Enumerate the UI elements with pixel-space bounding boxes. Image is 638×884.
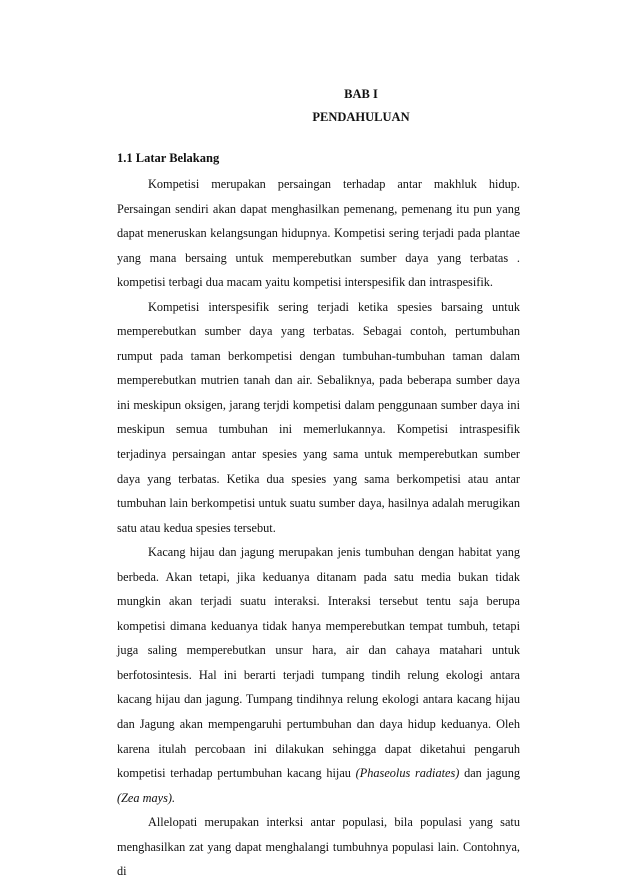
paragraph-text: Kacang hijau dan jagung merupakan jenis tumbuhan dengan habitat yang berbeda. Akan tetapi, jika keduanya ditanam pada satu media bukan tidak mungkin akan terjadi suatu interaksi. Interaksi tersebut tentu saja berupa kompetisi dimana keduanya tidak hanya memperebutkan tempat tumbuh, tetapi juga saling memperebutkan unsur hara, air dan cahaya matahari untuk berfotosintesis. Hal ini berarti terjadi tumpang tindih relung ekologi antara kacang hijau dan jagung. Tumpang tindihnya relung ekologi antara kacang hijau dan Jagung akan mempengaruhi pertumbuhan dan daya hidup keduanya. Oleh karena itulah percobaan ini dilakukan sehingga dapat diketahui pengaruh kompetisi terhadap pertumbuhan kacang hijau (117, 545, 520, 781)
paragraph-text: Kompetisi merupakan persaingan terhadap antar makhluk hidup. Persaingan sendiri akan dapat menghasilkan pemenang, pemenang itu pun yang dapat meneruskan kelangsungan hidupnya. Kompetisi sering terjadi pada plantae yang mana bersaing untuk memperebutkan sumber daya yang terbatas . kompetisi terbagi dua macam yaitu kompetisi interspesifik dan intraspesifik. (117, 177, 520, 290)
italic-scientific-name: (Phaseolus radiates) (355, 766, 460, 781)
chapter-number: BAB I (344, 87, 378, 101)
paragraph-text: Allelopati merupakan interksi antar populasi, bila populasi yang satu menghasilkan zat yang dapat menghalangi tumbuhnya populasi lain. Contohnya, di (117, 815, 520, 879)
body-paragraph (117, 295, 520, 540)
body-paragraph (117, 540, 520, 810)
body-paragraph (117, 172, 520, 295)
italic-scientific-name: (Zea mays). (117, 790, 176, 805)
chapter-title: PENDAHULUAN (312, 110, 410, 124)
body-paragraph (117, 810, 520, 884)
body-text (117, 172, 520, 884)
section-heading: 1.1 Latar Belakang (117, 151, 220, 165)
paragraph-text: dan jagung (459, 766, 520, 781)
paragraph-text: Kompetisi interspesifik sering terjadi ketika spesies barsaing untuk memperebutkan sumber daya yang terbatas. Sebagai contoh, pertumbuhan rumput pada taman berkompetisi dengan tumbuhan-tumbuhan taman dalam memperebutkan mutrien tanah dan air. Sebaliknya, pada beberapa sumber daya ini meskipun oksigen, jarang terjdi kompetisi dalam penggunaan sumber daya ini meskipun semua tumbuhan ini memerlukannya. Kompetisi intraspesifik terjadinya persaingan antar spesies yang sama untuk memperebutkan sumber daya yang terbatas. Ketika dua spesies yang sama berkompetisi atau antar tumbuhan lain berkompetisi untuk suatu sumber daya, hasilnya adalah merugikan satu atau kedua spesies tersebut. (117, 299, 520, 535)
